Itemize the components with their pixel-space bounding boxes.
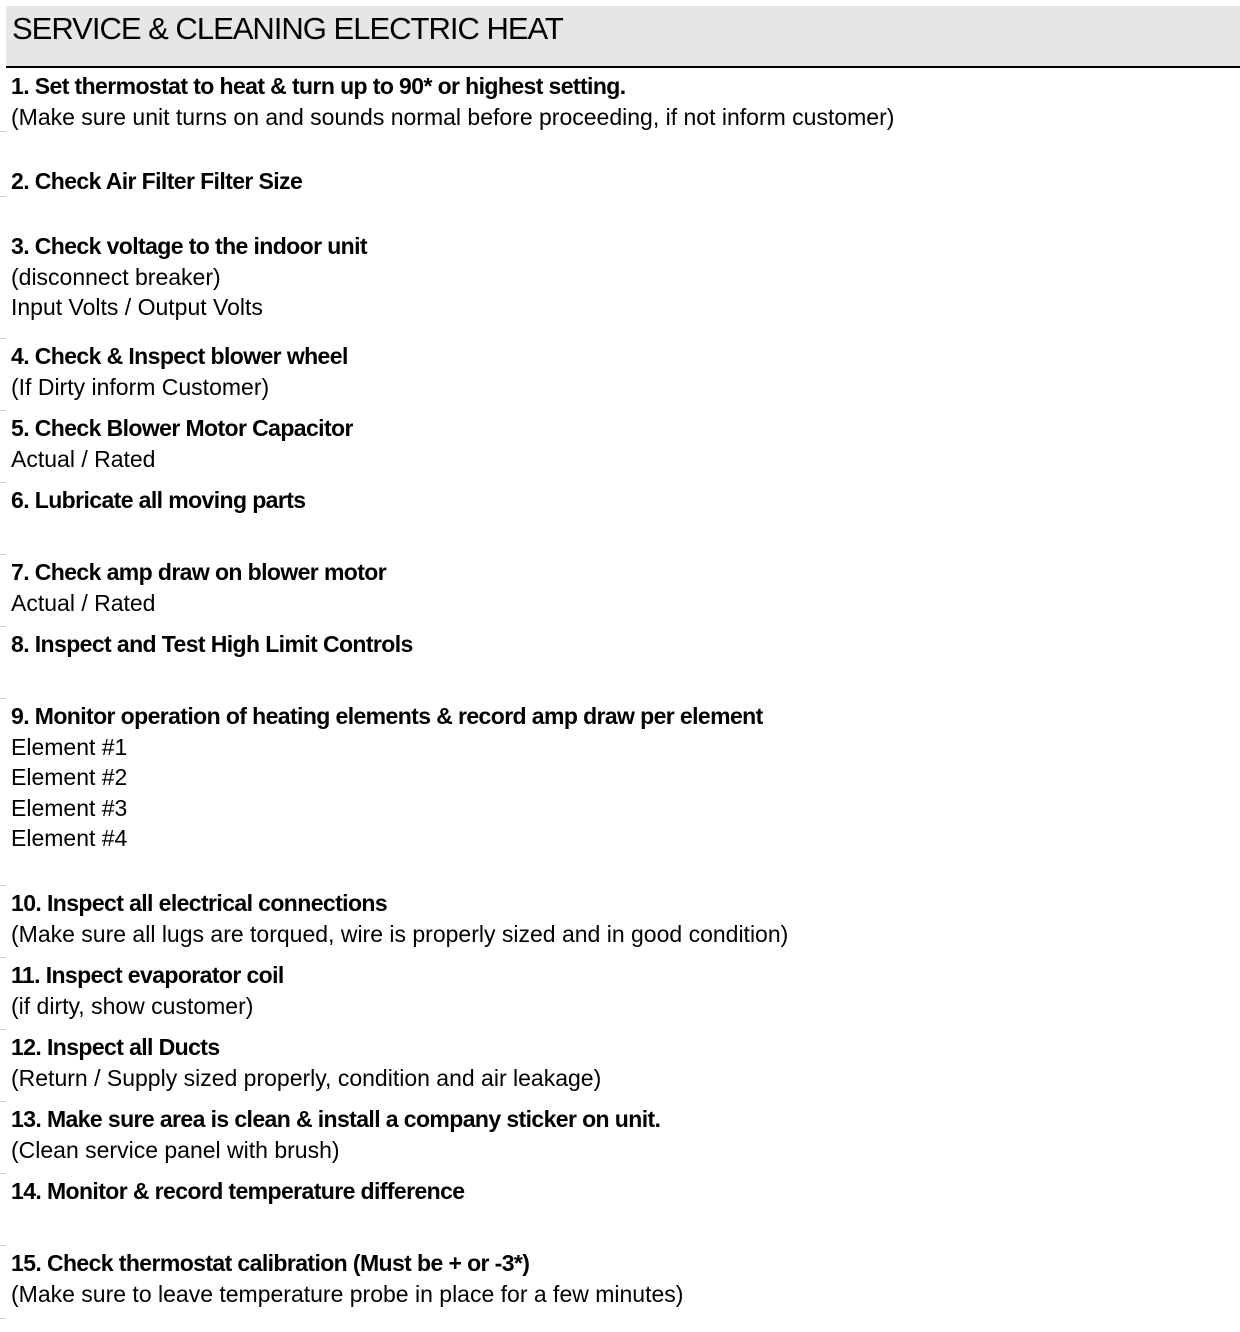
step-10-title: 10. Inspect all electrical connections bbox=[11, 890, 388, 916]
step-15-note-1: (Make sure to leave temperature probe in place for a few minutes) bbox=[11, 1281, 684, 1307]
step-7-note-1: Actual / Rated bbox=[11, 590, 156, 616]
step-9-note-2: Element #2 bbox=[11, 764, 128, 790]
step-3-note-1: (disconnect breaker) bbox=[11, 264, 221, 290]
step-13-note-1: (Clean service panel with brush) bbox=[11, 1137, 340, 1163]
row-tick bbox=[0, 1173, 6, 1174]
step-11-title: 11. Inspect evaporator coil bbox=[11, 962, 284, 988]
step-5-title: 5. Check Blower Motor Capacitor bbox=[11, 415, 353, 441]
step-3-note-2: Input Volts / Output Volts bbox=[11, 294, 263, 320]
step-10-note-1: (Make sure all lugs are torqued, wire is properly sized and in good condition) bbox=[11, 921, 789, 947]
step-1-note-1: (Make sure unit turns on and sounds normal before proceeding, if not inform customer) bbox=[11, 104, 895, 130]
row-tick bbox=[0, 131, 6, 132]
row-tick bbox=[0, 554, 6, 555]
step-2-title: 2. Check Air Filter Filter Size bbox=[11, 168, 303, 194]
row-tick bbox=[0, 626, 6, 627]
step-5-note-1: Actual / Rated bbox=[11, 446, 156, 472]
step-6-title: 6. Lubricate all moving parts bbox=[11, 487, 306, 513]
step-12-note-1: (Return / Supply sized properly, condition and air leakage) bbox=[11, 1065, 602, 1091]
page-title: SERVICE & CLEANING ELECTRIC HEAT bbox=[12, 11, 563, 46]
step-4-note-1: (If Dirty inform Customer) bbox=[11, 374, 270, 400]
step-9-note-3: Element #3 bbox=[11, 795, 128, 821]
step-4-title: 4. Check & Inspect blower wheel bbox=[11, 343, 348, 369]
step-8-title: 8. Inspect and Test High Limit Controls bbox=[11, 631, 413, 657]
step-14-title: 14. Monitor & record temperature difference bbox=[11, 1178, 465, 1204]
row-tick bbox=[0, 1029, 6, 1030]
row-tick bbox=[0, 1101, 6, 1102]
row-tick bbox=[0, 196, 6, 197]
page-header bbox=[6, 6, 1240, 68]
row-tick bbox=[0, 338, 6, 339]
step-1-title: 1. Set thermostat to heat & turn up to 90* or highest setting. bbox=[11, 73, 626, 99]
row-tick bbox=[0, 482, 6, 483]
step-9-note-4: Element #4 bbox=[11, 825, 128, 851]
step-9-title: 9. Monitor operation of heating elements & record amp draw per element bbox=[11, 703, 763, 729]
row-tick bbox=[0, 1245, 6, 1246]
row-tick bbox=[0, 410, 6, 411]
step-15-title: 15. Check thermostat calibration (Must be + or -3*) bbox=[11, 1250, 530, 1276]
step-13-title: 13. Make sure area is clean & install a company sticker on unit. bbox=[11, 1106, 661, 1132]
row-tick bbox=[0, 698, 6, 699]
step-3-title: 3. Check voltage to the indoor unit bbox=[11, 233, 367, 259]
row-tick bbox=[0, 1318, 6, 1319]
step-12-title: 12. Inspect all Ducts bbox=[11, 1034, 220, 1060]
row-tick bbox=[0, 885, 6, 886]
step-9-note-1: Element #1 bbox=[11, 734, 128, 760]
row-tick bbox=[0, 957, 6, 958]
step-11-note-1: (if dirty, show customer) bbox=[11, 993, 254, 1019]
step-7-title: 7. Check amp draw on blower motor bbox=[11, 559, 387, 585]
